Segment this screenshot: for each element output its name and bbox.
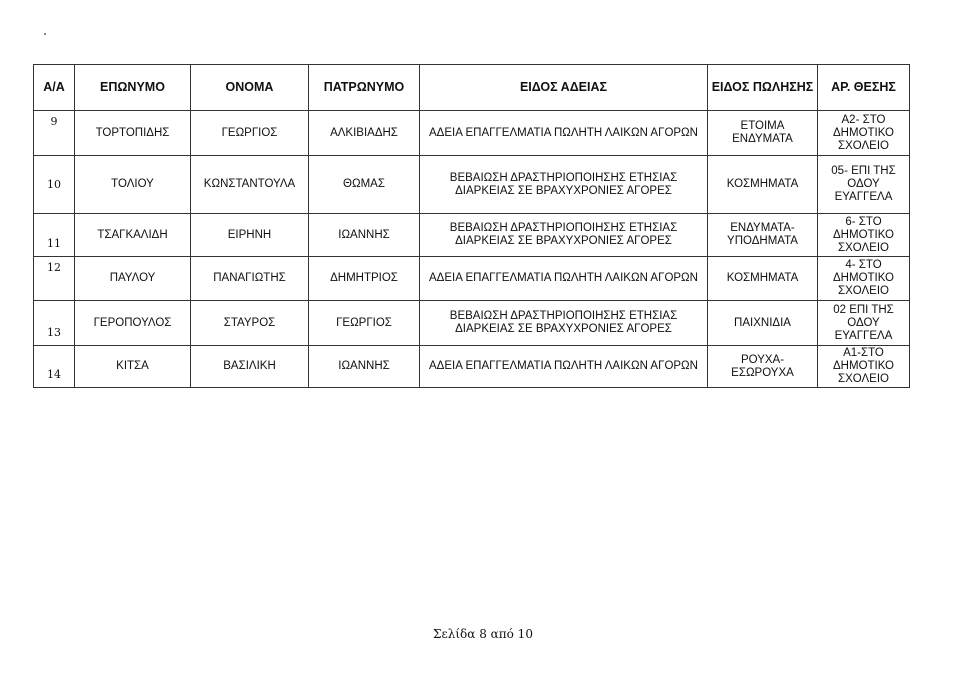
cell-permit-type: ΑΔΕΙΑ ΕΠΑΓΓΕΛΜΑΤΙΑ ΠΩΛΗΤΗ ΛΑΙΚΩΝ ΑΓΟΡΩΝ bbox=[420, 257, 708, 301]
cell-surname: ΚΙΤΣΑ bbox=[75, 346, 191, 388]
table-row bbox=[34, 214, 910, 257]
header-patronymic: ΠΑΤΡΩΝΥΜΟ bbox=[309, 65, 420, 111]
header-permit-type: ΕΙΔΟΣ ΑΔΕΙΑΣ bbox=[420, 65, 708, 111]
cell-goods-type: ΚΟΣΜΗΜΑΤΑ bbox=[708, 156, 818, 214]
cell-name: ΣΤΑΥΡΟΣ bbox=[191, 301, 309, 346]
cell-surname: ΠΑΥΛΟΥ bbox=[75, 257, 191, 301]
scan-speck bbox=[44, 33, 46, 35]
cell-aa: 9 bbox=[34, 111, 75, 156]
cell-permit-type: ΒΕΒΑΙΩΣΗ ΔΡΑΣΤΗΡΙΟΠΟΙΗΣΗΣ ΕΤΗΣΙΑΣ ΔΙΑΡΚΕΙΑΣ ΣΕ ΒΡΑΧΥΧΡΟΝΙΕΣ ΑΓΟΡΕΣ bbox=[420, 214, 708, 257]
header-aa: Α/Α bbox=[34, 65, 75, 111]
cell-goods-type: ΚΟΣΜΗΜΑΤΑ bbox=[708, 257, 818, 301]
table-row bbox=[34, 301, 910, 346]
header-position-no: ΑΡ. ΘΕΣΗΣ bbox=[818, 65, 910, 111]
cell-permit-type: ΑΔΕΙΑ ΕΠΑΓΓΕΛΜΑΤΙΑ ΠΩΛΗΤΗ ΛΑΙΚΩΝ ΑΓΟΡΩΝ bbox=[420, 346, 708, 388]
cell-permit-type: ΑΔΕΙΑ ΕΠΑΓΓΕΛΜΑΤΙΑ ΠΩΛΗΤΗ ΛΑΙΚΩΝ ΑΓΟΡΩΝ bbox=[420, 111, 708, 156]
cell-aa: 11 bbox=[34, 214, 75, 257]
header-row bbox=[34, 65, 910, 111]
cell-patronymic: ΑΛΚΙΒΙΑΔΗΣ bbox=[309, 111, 420, 156]
cell-position-no: 02 ΕΠΙ ΤΗΣ ΟΔΟΥ ΕΥΑΓΓΕΛΑ bbox=[818, 301, 910, 346]
cell-aa: 13 bbox=[34, 301, 75, 346]
table-row bbox=[34, 111, 910, 156]
cell-permit-type: ΒΕΒΑΙΩΣΗ ΔΡΑΣΤΗΡΙΟΠΟΙΗΣΗΣ ΕΤΗΣΙΑΣ ΔΙΑΡΚΕΙΑΣ ΣΕ ΒΡΑΧΥΧΡΟΝΙΕΣ ΑΓΟΡΕΣ bbox=[420, 301, 708, 346]
table-row bbox=[34, 346, 910, 388]
cell-position-no: 4- ΣΤΟ ΔΗΜΟΤΙΚΟ ΣΧΟΛΕΙΟ bbox=[818, 257, 910, 301]
cell-surname: ΤΟΡΤΟΠΙΔΗΣ bbox=[75, 111, 191, 156]
cell-goods-type: ΕΝΔΥΜΑΤΑ- ΥΠΟΔΗΜΑΤΑ bbox=[708, 214, 818, 257]
cell-goods-type: ΠΑΙΧΝΙΔΙΑ bbox=[708, 301, 818, 346]
header-surname: ΕΠΩΝΥΜΟ bbox=[75, 65, 191, 111]
cell-aa: 14 bbox=[34, 346, 75, 388]
cell-patronymic: ΙΩΑΝΝΗΣ bbox=[309, 346, 420, 388]
header-name: ΟΝΟΜΑ bbox=[191, 65, 309, 111]
cell-goods-type: ΡΟΥΧΑ- ΕΣΩΡΟΥΧΑ bbox=[708, 346, 818, 388]
cell-surname: ΤΟΛΙΟΥ bbox=[75, 156, 191, 214]
cell-position-no: 6- ΣΤΟ ΔΗΜΟΤΙΚΟ ΣΧΟΛΕΙΟ bbox=[818, 214, 910, 257]
cell-position-no: 05- ΕΠΙ ΤΗΣ ΟΔΟΥ ΕΥΑΓΓΕΛΑ bbox=[818, 156, 910, 214]
cell-patronymic: ΔΗΜΗΤΡΙΟΣ bbox=[309, 257, 420, 301]
header-goods-type: ΕΙΔΟΣ ΠΩΛΗΣΗΣ bbox=[708, 65, 818, 111]
cell-patronymic: ΘΩΜΑΣ bbox=[309, 156, 420, 214]
cell-patronymic: ΓΕΩΡΓΙΟΣ bbox=[309, 301, 420, 346]
cell-surname: ΤΣΑΓΚΑΛΙΔΗ bbox=[75, 214, 191, 257]
cell-position-no: Α2- ΣΤΟ ΔΗΜΟΤΙΚΟ ΣΧΟΛΕΙΟ bbox=[818, 111, 910, 156]
cell-name: ΓΕΩΡΓΙΟΣ bbox=[191, 111, 309, 156]
cell-position-no: Α1-ΣΤΟ ΔΗΜΟΤΙΚΟ ΣΧΟΛΕΙΟ bbox=[818, 346, 910, 388]
page-number-footer: Σελίδα 8 από 10 bbox=[433, 627, 533, 641]
vendor-permits-table bbox=[33, 64, 910, 388]
cell-aa: 12 bbox=[34, 257, 75, 301]
table-row bbox=[34, 156, 910, 214]
cell-name: ΚΩΝΣΤΑΝΤΟΥΛΑ bbox=[191, 156, 309, 214]
cell-goods-type: ΕΤΟΙΜΑ ΕΝΔΥΜΑΤΑ bbox=[708, 111, 818, 156]
cell-aa: 10 bbox=[34, 156, 75, 214]
cell-name: ΒΑΣΙΛΙΚΗ bbox=[191, 346, 309, 388]
table-row bbox=[34, 257, 910, 301]
cell-permit-type: ΒΕΒΑΙΩΣΗ ΔΡΑΣΤΗΡΙΟΠΟΙΗΣΗΣ ΕΤΗΣΙΑΣ ΔΙΑΡΚΕΙΑΣ ΣΕ ΒΡΑΧΥΧΡΟΝΙΕΣ ΑΓΟΡΕΣ bbox=[420, 156, 708, 214]
cell-name: ΠΑΝΑΓΙΩΤΗΣ bbox=[191, 257, 309, 301]
cell-patronymic: ΙΩΑΝΝΗΣ bbox=[309, 214, 420, 257]
cell-surname: ΓΕΡΟΠΟΥΛΟΣ bbox=[75, 301, 191, 346]
cell-name: ΕΙΡΗΝΗ bbox=[191, 214, 309, 257]
